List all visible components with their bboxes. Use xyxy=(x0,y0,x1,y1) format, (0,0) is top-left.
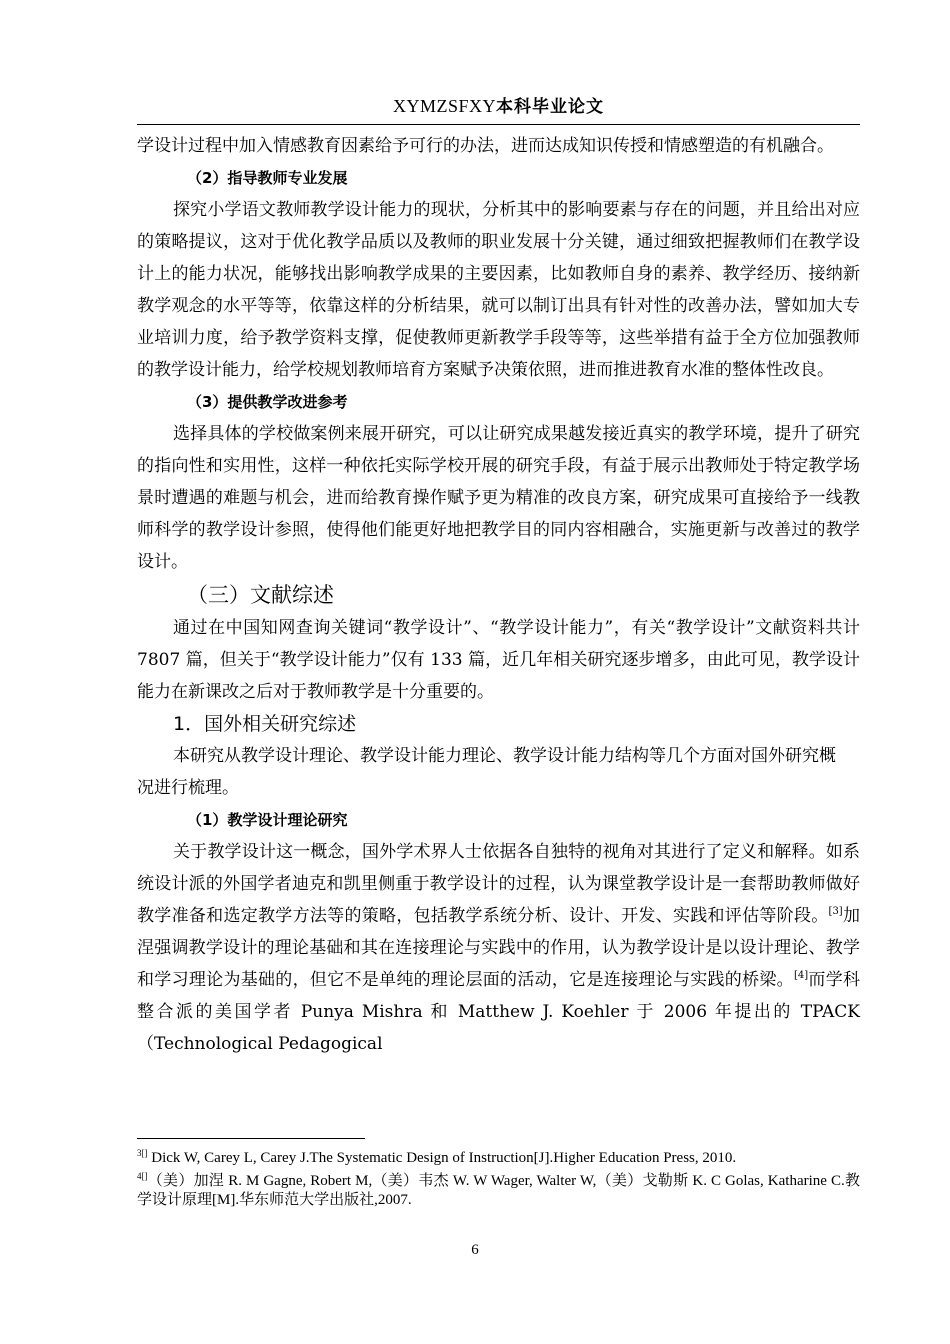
page-header xyxy=(137,92,860,124)
header-code: XYMZSFXY xyxy=(392,96,497,116)
paragraph-literature-review: 通过在中国知网查询关键词“教学设计”、“教学设计能力”，有关“教学设计”文献资料共计 7807 篇，但关于“教学设计能力”仅有 133 篇，近几年相关研究逐步增多，由此可见，教学设计能力在新课改之后对于教师教学是十分重要的。 xyxy=(137,618,860,702)
footnotes xyxy=(137,1149,860,1214)
footnote-text: （美）加涅 R. M Gagne, Robert M,（美）韦杰 W. W Wager, Walter W,（美）戈勒斯 K. C Golas, Katharine C.教学设计原理[M].华东师范大学出版社,2007. xyxy=(137,1173,860,1208)
heading-teaching-improvement: （3）提供教学改进参考 xyxy=(187,393,348,411)
paragraph-teacher-development: 探究小学语文教师教学设计能力的现状，分析其中的影响要素与存在的问题，并且给出对应的策略提议，这对于优化教学品质以及教师的职业发展十分关键，通过细致把握教师们在教学设计上的能力状况，能够找出影响教学成果的主要因素，比如教师自身的素养、教学经历、接纳新教学观念的水平等等，依靠这样的分析结果，就可以制订出具有针对性的改善办法，譬如加大专业培训力度，给予教学资料支撑，促使教师更新教学手段等等，这些举措有益于全方位加强教师的教学设计能力，给学校规划教师培育方案赋予决策依照，进而推进教育水准的整体性改良。 xyxy=(137,200,860,380)
header-rule xyxy=(137,124,860,125)
page-body xyxy=(137,130,860,1060)
paragraph-continued: 学设计过程中加入情感教育因素给予可行的办法，进而达成知识传授和情感塑造的有机融合。 xyxy=(137,136,834,156)
text-design-theory-a: 关于教学设计这一概念，国外学术界人士依据各自独特的视角对其进行了定义和解释。如系统设计派的外国学者迪克和凯里侧重于教学设计的过程，认为课堂教学设计是一套帮助教师做好教学准备和选定教学方法等的策略，包括教学系统分析、设计、开发、实践和评估等阶段。 xyxy=(137,842,860,926)
text-design-theory-b: 加涅强调教学设计的理论基础和其在连接理论与实践中的作用，认为教学设计是以设计理论、教学和学习理论为基础的，但它不是单纯的理论层面的活动，它是连接理论与实践的桥梁。 xyxy=(137,906,861,990)
heading-design-theory: （1）教学设计理论研究 xyxy=(187,811,348,829)
section-heading-literature-review: （三）文献综述 xyxy=(187,583,334,607)
paragraph-teaching-improvement: 选择具体的学校做案例来展开研究，可以让研究成果越发接近真实的教学环境，提升了研究的指向性和实用性，这样一种依托实际学校开展的研究手段，有益于展示出教师处于特定教学场景时遭遇的难题与机会，进而给教育操作赋予更为精准的改良方案，研究成果可直接给予一线教师科学的教学设计参照，使得他们能更好地把教学目的同内容相融合，实施更新与改善过的教学设计。 xyxy=(137,424,860,572)
footnote-mark: 4[] xyxy=(137,1171,148,1181)
footnote-4 xyxy=(137,1172,860,1210)
citation-4: [4] xyxy=(793,970,809,981)
header-title: 本科毕业论文 xyxy=(496,97,605,117)
heading-guide-teacher-development: （2）指导教师专业发展 xyxy=(187,169,348,187)
text-design-theory-c: 而学科整合派的美国学者 Punya Mishra 和 Matthew J. Koehler 于 2006 年提出的 TPACK（Technological Pedagogical xyxy=(137,970,861,1054)
paragraph-design-theory xyxy=(137,836,860,1060)
footnote-separator xyxy=(137,1138,365,1139)
footnote-text: Dick W, Carey L, Carey J.The Systematic Design of Instruction[J].Higher Education Press, 2010. xyxy=(151,1150,737,1166)
subsection-heading-foreign-research: 1．国外相关研究综述 xyxy=(173,713,357,735)
page-number: 6 xyxy=(471,1242,479,1258)
citation-3: [3] xyxy=(828,906,843,917)
paragraph-foreign-research: 本研究从教学设计理论、教学设计能力理论、教学设计能力结构等几个方面对国外研究概况进行梳理。 xyxy=(137,746,836,798)
footnote-3 xyxy=(137,1149,860,1168)
footnote-mark: 3[] xyxy=(137,1148,148,1158)
